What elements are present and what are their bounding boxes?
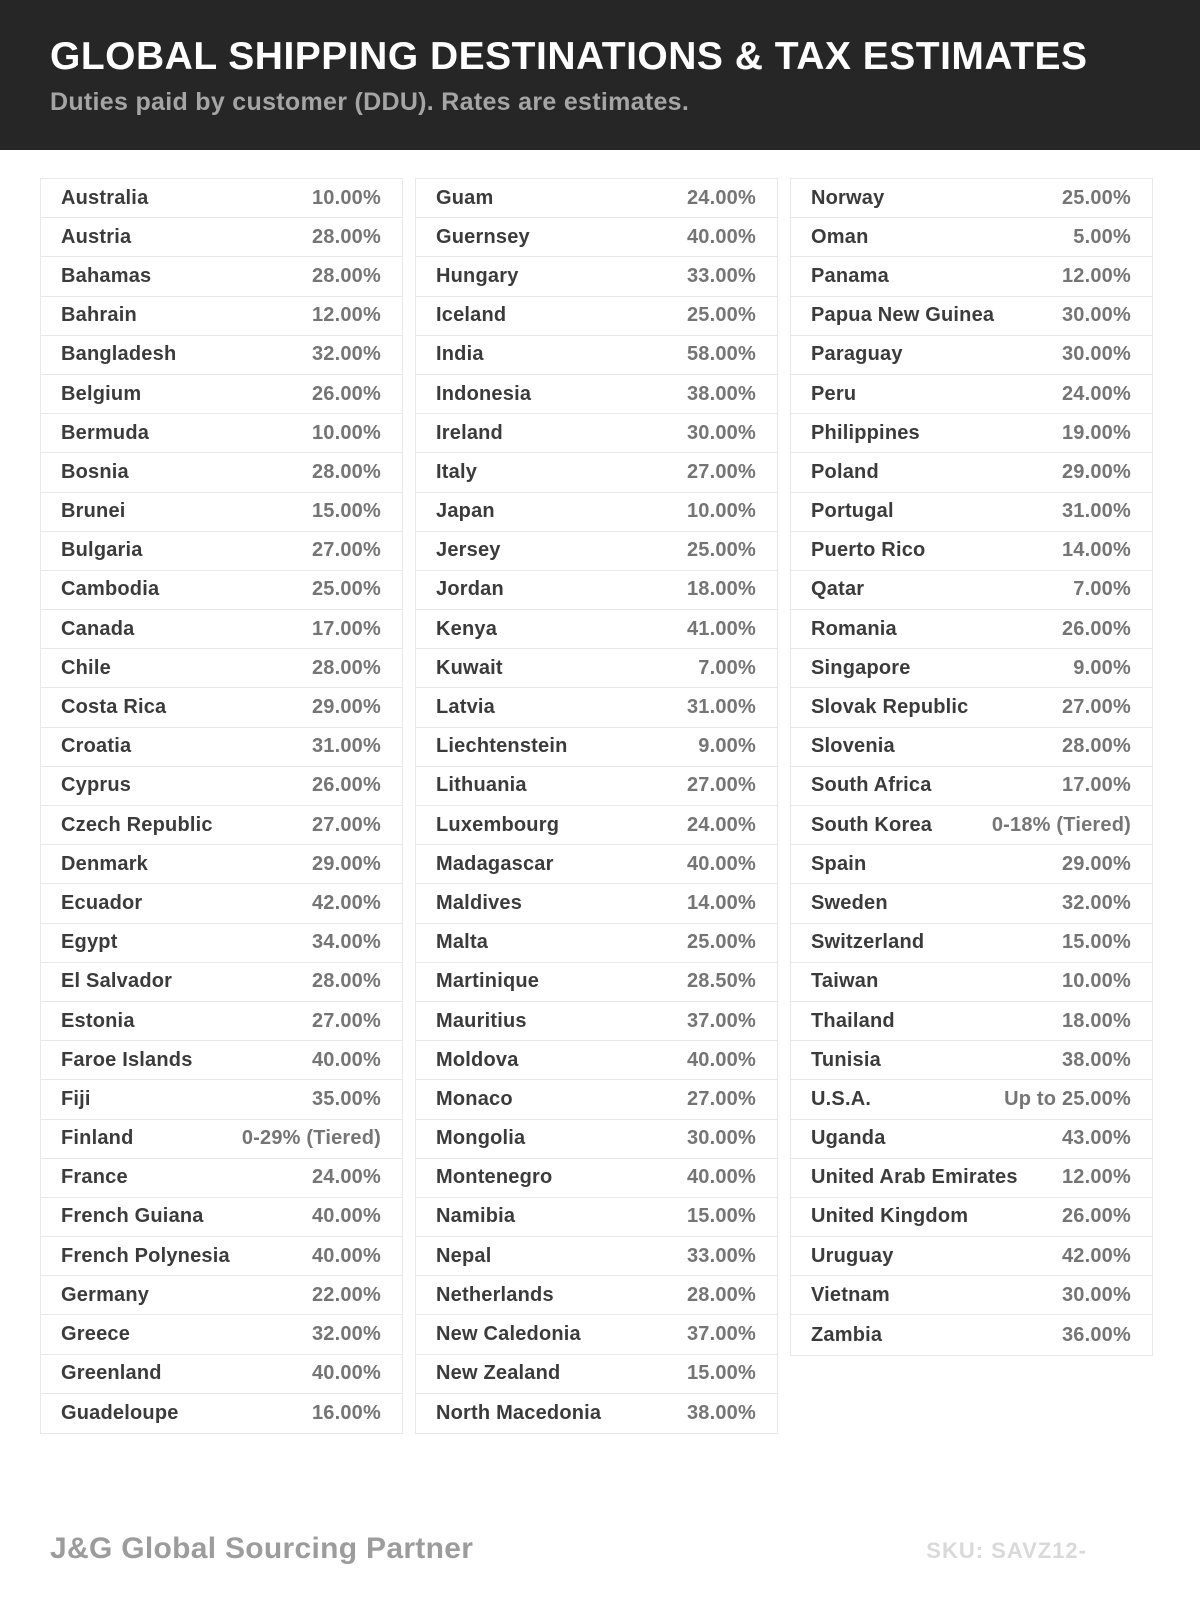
tax-rate: 33.00% xyxy=(686,1244,756,1267)
country-name: Finland xyxy=(61,1127,134,1150)
country-name: Qatar xyxy=(811,578,865,601)
tax-rate: 12.00% xyxy=(311,304,381,327)
country-name: Jersey xyxy=(436,539,501,562)
table-row xyxy=(41,806,402,845)
country-name: Ecuador xyxy=(61,891,143,914)
country-name: Kenya xyxy=(436,617,498,640)
tax-table xyxy=(40,178,1153,1434)
country-name: Uganda xyxy=(811,1127,886,1150)
table-row xyxy=(416,728,777,767)
country-name: Bermuda xyxy=(61,421,150,444)
country-name: Greenland xyxy=(61,1362,162,1385)
country-name: Thailand xyxy=(811,1009,895,1032)
table-row xyxy=(416,806,777,845)
tax-rate: 28.00% xyxy=(311,225,381,248)
table-row xyxy=(791,1237,1152,1276)
country-name: Malta xyxy=(436,931,489,954)
tax-rate: 24.00% xyxy=(686,813,756,836)
table-row xyxy=(791,1276,1152,1315)
country-name: Bosnia xyxy=(61,460,129,483)
country-name: France xyxy=(61,1166,128,1189)
table-row xyxy=(791,1041,1152,1080)
tax-rate: 28.00% xyxy=(311,460,381,483)
tax-rate: 10.00% xyxy=(311,186,381,209)
country-name: United Kingdom xyxy=(811,1205,969,1228)
tax-rate: 5.00% xyxy=(1073,225,1131,248)
tax-rate: 28.00% xyxy=(1061,735,1131,758)
table-row xyxy=(416,257,777,296)
tax-rate: 40.00% xyxy=(686,852,756,875)
table-row xyxy=(791,1159,1152,1198)
tax-rate: 40.00% xyxy=(311,1048,381,1071)
table-row xyxy=(41,1276,402,1315)
table-row xyxy=(41,571,402,610)
table-row xyxy=(791,414,1152,453)
tax-rate: 38.00% xyxy=(1061,1048,1131,1071)
country-name: El Salvador xyxy=(61,970,173,993)
country-name: Montenegro xyxy=(436,1166,553,1189)
page-subtitle: Duties paid by customer (DDU). Rates are estimates. xyxy=(50,87,690,116)
country-name: Germany xyxy=(61,1283,150,1306)
table-row xyxy=(791,1080,1152,1119)
table-row xyxy=(41,1355,402,1394)
country-name: Bangladesh xyxy=(61,343,177,366)
brand-name: J&G Global Sourcing Partner xyxy=(50,1532,474,1565)
page-header xyxy=(0,0,1200,150)
table-row xyxy=(41,649,402,688)
tax-rate: 43.00% xyxy=(1061,1127,1131,1150)
country-name: Namibia xyxy=(436,1205,516,1228)
country-name: Fiji xyxy=(61,1087,91,1110)
table-row xyxy=(791,257,1152,296)
table-row xyxy=(416,571,777,610)
tax-rate: 27.00% xyxy=(686,1087,756,1110)
table-row xyxy=(416,218,777,257)
table-row xyxy=(41,453,402,492)
country-name: Uruguay xyxy=(811,1244,894,1267)
tax-rate: 22.00% xyxy=(311,1283,381,1306)
tax-rate: 27.00% xyxy=(686,774,756,797)
country-name: Faroe Islands xyxy=(61,1048,193,1071)
tax-rate: 40.00% xyxy=(686,1166,756,1189)
country-name: French Guiana xyxy=(61,1205,204,1228)
country-name: Austria xyxy=(61,225,132,248)
table-row xyxy=(416,336,777,375)
country-name: Kuwait xyxy=(436,656,503,679)
tax-rate: 40.00% xyxy=(311,1205,381,1228)
tax-rate: 40.00% xyxy=(686,1048,756,1071)
country-name: Romania xyxy=(811,617,897,640)
tax-rate: 25.00% xyxy=(686,304,756,327)
country-name: Zambia xyxy=(811,1323,883,1346)
table-row xyxy=(791,1002,1152,1041)
country-name: Philippines xyxy=(811,421,920,444)
country-name: Luxembourg xyxy=(436,813,560,836)
table-row xyxy=(791,1315,1152,1354)
tax-rate: 15.00% xyxy=(1061,931,1131,954)
table-row xyxy=(416,610,777,649)
tax-rate: 17.00% xyxy=(311,617,381,640)
country-name: India xyxy=(436,343,484,366)
tax-rate: 25.00% xyxy=(311,578,381,601)
country-name: Papua New Guinea xyxy=(811,304,995,327)
table-row xyxy=(41,767,402,806)
tax-rate: Up to 25.00% xyxy=(1004,1087,1131,1110)
tax-rate: 27.00% xyxy=(686,460,756,483)
tax-rate: 31.00% xyxy=(686,696,756,719)
country-name: Liechtenstein xyxy=(436,735,568,758)
tax-rate: 28.00% xyxy=(311,656,381,679)
table-row xyxy=(416,1276,777,1315)
country-name: Czech Republic xyxy=(61,813,213,836)
table-row xyxy=(791,610,1152,649)
country-name: Puerto Rico xyxy=(811,539,926,562)
table-column-2 xyxy=(415,178,778,1434)
country-name: Croatia xyxy=(61,735,132,758)
tax-rate: 30.00% xyxy=(686,421,756,444)
table-row xyxy=(416,1080,777,1119)
tax-rate: 38.00% xyxy=(686,382,756,405)
table-row xyxy=(416,1159,777,1198)
country-name: Costa Rica xyxy=(61,696,167,719)
table-row xyxy=(41,414,402,453)
country-name: Singapore xyxy=(811,656,911,679)
country-name: French Polynesia xyxy=(61,1244,230,1267)
table-row xyxy=(416,1002,777,1041)
tax-rate: 24.00% xyxy=(311,1166,381,1189)
table-row xyxy=(791,845,1152,884)
tax-rate: 18.00% xyxy=(686,578,756,601)
tax-rate: 40.00% xyxy=(686,225,756,248)
table-row xyxy=(416,649,777,688)
table-row xyxy=(41,688,402,727)
tax-rate: 28.00% xyxy=(311,264,381,287)
table-row xyxy=(41,1080,402,1119)
country-name: Jordan xyxy=(436,578,504,601)
tax-rate: 24.00% xyxy=(686,186,756,209)
tax-rate: 27.00% xyxy=(1061,696,1131,719)
tax-rate: 19.00% xyxy=(1061,421,1131,444)
tax-rate: 28.00% xyxy=(686,1283,756,1306)
tax-rate: 37.00% xyxy=(686,1323,756,1346)
table-row xyxy=(791,688,1152,727)
table-row xyxy=(41,1315,402,1354)
table-row xyxy=(41,297,402,336)
tax-rate: 26.00% xyxy=(311,382,381,405)
table-row xyxy=(791,532,1152,571)
country-name: Spain xyxy=(811,852,867,875)
table-row xyxy=(416,688,777,727)
table-row xyxy=(791,493,1152,532)
table-row xyxy=(416,414,777,453)
tax-rate: 26.00% xyxy=(1061,617,1131,640)
tax-rate: 30.00% xyxy=(1061,304,1131,327)
table-row xyxy=(416,1237,777,1276)
table-row xyxy=(41,1159,402,1198)
tax-rate: 29.00% xyxy=(1061,852,1131,875)
tax-rate: 33.00% xyxy=(686,264,756,287)
tax-rate: 12.00% xyxy=(1061,264,1131,287)
tax-rate: 0-18% (Tiered) xyxy=(991,813,1131,836)
table-column-3 xyxy=(790,178,1153,1356)
country-name: Taiwan xyxy=(811,970,879,993)
country-name: New Zealand xyxy=(436,1362,561,1385)
tax-rate: 25.00% xyxy=(686,931,756,954)
table-row xyxy=(41,257,402,296)
tax-rate: 30.00% xyxy=(686,1127,756,1150)
table-row xyxy=(791,336,1152,375)
country-name: Italy xyxy=(436,460,478,483)
table-row xyxy=(41,610,402,649)
country-name: Brunei xyxy=(61,500,126,523)
tax-rate: 27.00% xyxy=(311,1009,381,1032)
country-name: Moldova xyxy=(436,1048,519,1071)
tax-rate: 38.00% xyxy=(686,1401,756,1424)
country-name: Bahrain xyxy=(61,304,137,327)
table-row xyxy=(416,297,777,336)
country-name: Guam xyxy=(436,186,494,209)
tax-rate: 25.00% xyxy=(1061,186,1131,209)
country-name: United Arab Emirates xyxy=(811,1166,1018,1189)
table-row xyxy=(416,924,777,963)
table-row xyxy=(791,767,1152,806)
country-name: Australia xyxy=(61,186,149,209)
country-name: Monaco xyxy=(436,1087,513,1110)
country-name: Nepal xyxy=(436,1244,492,1267)
tax-rate: 26.00% xyxy=(1061,1205,1131,1228)
table-row xyxy=(791,297,1152,336)
tax-rate: 32.00% xyxy=(1061,891,1131,914)
country-name: Lithuania xyxy=(436,774,527,797)
table-row xyxy=(41,375,402,414)
country-name: Denmark xyxy=(61,852,148,875)
country-name: North Macedonia xyxy=(436,1401,602,1424)
table-row xyxy=(791,924,1152,963)
tax-rate: 14.00% xyxy=(1061,539,1131,562)
table-row xyxy=(41,218,402,257)
tax-rate: 32.00% xyxy=(311,1323,381,1346)
tax-rate: 0-29% (Tiered) xyxy=(241,1127,381,1150)
country-name: Portugal xyxy=(811,500,894,523)
table-row xyxy=(41,493,402,532)
tax-rate: 17.00% xyxy=(1061,774,1131,797)
country-name: Madagascar xyxy=(436,852,554,875)
table-row xyxy=(791,218,1152,257)
country-name: Oman xyxy=(811,225,869,248)
table-row xyxy=(41,1198,402,1237)
country-name: Guernsey xyxy=(436,225,530,248)
tax-rate: 7.00% xyxy=(698,656,756,679)
tax-rate: 12.00% xyxy=(1061,1166,1131,1189)
table-column-1 xyxy=(40,178,403,1434)
tax-rate: 41.00% xyxy=(686,617,756,640)
country-name: Peru xyxy=(811,382,857,405)
page-footer xyxy=(50,1532,1087,1566)
country-name: Paraguay xyxy=(811,343,903,366)
tax-rate: 15.00% xyxy=(686,1362,756,1385)
tax-rate: 29.00% xyxy=(311,696,381,719)
table-row xyxy=(41,1120,402,1159)
tax-rate: 15.00% xyxy=(311,500,381,523)
country-name: Canada xyxy=(61,617,135,640)
table-row xyxy=(791,1198,1152,1237)
country-name: Japan xyxy=(436,500,495,523)
tax-rate: 28.50% xyxy=(686,970,756,993)
sku-label: SKU: SAVZ12- xyxy=(926,1538,1087,1563)
table-row xyxy=(416,493,777,532)
table-row xyxy=(791,649,1152,688)
table-row xyxy=(791,571,1152,610)
table-row xyxy=(41,532,402,571)
tax-rate: 35.00% xyxy=(311,1087,381,1110)
table-row xyxy=(41,728,402,767)
tax-rate: 37.00% xyxy=(686,1009,756,1032)
country-name: Panama xyxy=(811,264,889,287)
country-name: Egypt xyxy=(61,931,118,954)
table-row xyxy=(416,532,777,571)
tax-rate: 34.00% xyxy=(311,931,381,954)
country-name: Iceland xyxy=(436,304,507,327)
table-row xyxy=(41,963,402,1002)
table-row xyxy=(416,375,777,414)
tax-rate: 40.00% xyxy=(311,1362,381,1385)
table-row xyxy=(416,1198,777,1237)
country-name: Tunisia xyxy=(811,1048,881,1071)
country-name: Slovak Republic xyxy=(811,696,969,719)
tax-rate: 10.00% xyxy=(311,421,381,444)
table-row xyxy=(416,179,777,218)
country-name: Norway xyxy=(811,186,885,209)
tax-rate: 9.00% xyxy=(698,735,756,758)
country-name: Bahamas xyxy=(61,264,152,287)
table-row xyxy=(791,728,1152,767)
table-row xyxy=(41,1041,402,1080)
table-row xyxy=(41,336,402,375)
table-row xyxy=(416,1394,777,1433)
tax-rate: 29.00% xyxy=(311,852,381,875)
table-row xyxy=(416,1120,777,1159)
country-name: Estonia xyxy=(61,1009,135,1032)
tax-rate: 40.00% xyxy=(311,1244,381,1267)
table-row xyxy=(416,453,777,492)
table-row xyxy=(791,963,1152,1002)
tax-rate: 24.00% xyxy=(1061,382,1131,405)
table-row xyxy=(41,1237,402,1276)
table-row xyxy=(791,884,1152,923)
country-name: Latvia xyxy=(436,696,496,719)
country-name: South Africa xyxy=(811,774,932,797)
country-name: Netherlands xyxy=(436,1283,554,1306)
tax-rate: 30.00% xyxy=(1061,343,1131,366)
country-name: Cambodia xyxy=(61,578,160,601)
tax-rate: 42.00% xyxy=(311,891,381,914)
table-row xyxy=(416,767,777,806)
tax-rate: 27.00% xyxy=(311,539,381,562)
table-row xyxy=(41,924,402,963)
tax-rate: 18.00% xyxy=(1061,1009,1131,1032)
tax-rate: 16.00% xyxy=(311,1401,381,1424)
table-row xyxy=(416,845,777,884)
tax-rate: 30.00% xyxy=(1061,1283,1131,1306)
table-row xyxy=(791,375,1152,414)
tax-rate: 28.00% xyxy=(311,970,381,993)
tax-rate: 58.00% xyxy=(686,343,756,366)
tax-rate: 32.00% xyxy=(311,343,381,366)
table-row xyxy=(416,963,777,1002)
country-name: Bulgaria xyxy=(61,539,143,562)
tax-rate: 31.00% xyxy=(311,735,381,758)
table-row xyxy=(791,1120,1152,1159)
tax-rate: 9.00% xyxy=(1073,656,1131,679)
country-name: Belgium xyxy=(61,382,142,405)
table-row xyxy=(41,179,402,218)
tax-rate: 15.00% xyxy=(686,1205,756,1228)
country-name: Mauritius xyxy=(436,1009,527,1032)
table-row xyxy=(416,1041,777,1080)
country-name: U.S.A. xyxy=(811,1087,872,1110)
country-name: Mongolia xyxy=(436,1127,526,1150)
table-row xyxy=(41,884,402,923)
country-name: South Korea xyxy=(811,813,933,836)
table-row xyxy=(41,845,402,884)
tax-rate: 25.00% xyxy=(686,539,756,562)
table-row xyxy=(41,1002,402,1041)
country-name: Martinique xyxy=(436,970,540,993)
table-row xyxy=(41,1394,402,1433)
table-row xyxy=(416,1315,777,1354)
tax-rate: 10.00% xyxy=(686,500,756,523)
tax-rate: 7.00% xyxy=(1073,578,1131,601)
tax-rate: 31.00% xyxy=(1061,500,1131,523)
tax-rate: 36.00% xyxy=(1061,1323,1131,1346)
table-row xyxy=(416,884,777,923)
country-name: Greece xyxy=(61,1323,131,1346)
country-name: Sweden xyxy=(811,891,888,914)
country-name: Ireland xyxy=(436,421,503,444)
tax-rate: 29.00% xyxy=(1061,460,1131,483)
country-name: Switzerland xyxy=(811,931,925,954)
country-name: Cyprus xyxy=(61,774,132,797)
tax-rate: 14.00% xyxy=(686,891,756,914)
country-name: Maldives xyxy=(436,891,523,914)
country-name: Vietnam xyxy=(811,1283,890,1306)
tax-rate: 10.00% xyxy=(1061,970,1131,993)
country-name: Slovenia xyxy=(811,735,895,758)
tax-rate: 42.00% xyxy=(1061,1244,1131,1267)
tax-rate: 27.00% xyxy=(311,813,381,836)
country-name: Hungary xyxy=(436,264,519,287)
country-name: Indonesia xyxy=(436,382,532,405)
country-name: Guadeloupe xyxy=(61,1401,179,1424)
table-row xyxy=(791,453,1152,492)
tax-rate: 26.00% xyxy=(311,774,381,797)
table-row xyxy=(791,806,1152,845)
table-row xyxy=(791,179,1152,218)
country-name: Poland xyxy=(811,460,879,483)
country-name: Chile xyxy=(61,656,111,679)
table-row xyxy=(416,1355,777,1394)
country-name: New Caledonia xyxy=(436,1323,581,1346)
page-title: GLOBAL SHIPPING DESTINATIONS & TAX ESTIMATES xyxy=(50,35,1088,78)
